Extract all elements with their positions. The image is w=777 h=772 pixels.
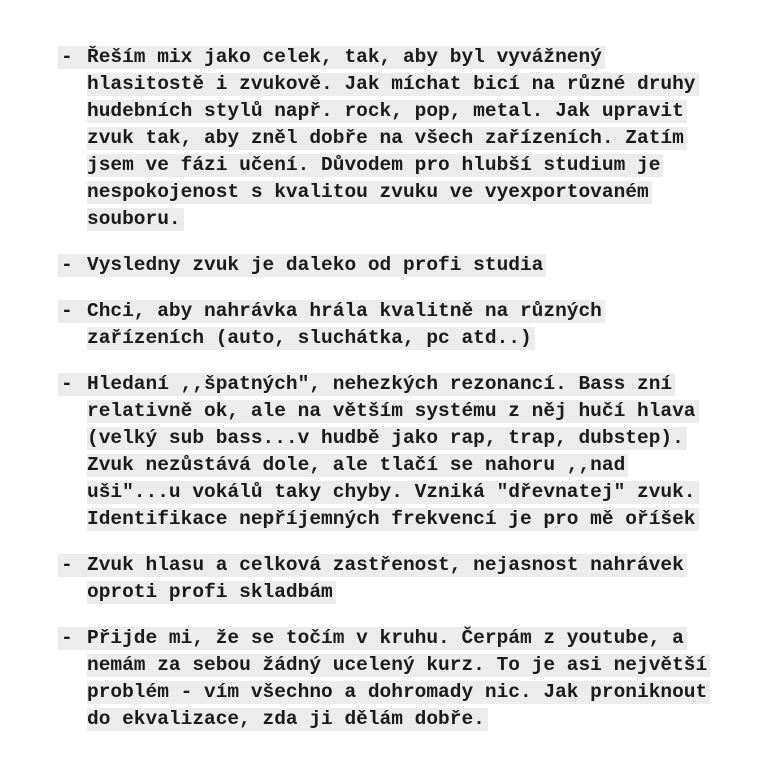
highlighted-text: (velký sub bass...v hudbě jako rap, trap, dubstep). bbox=[87, 427, 687, 450]
text-line bbox=[87, 252, 546, 279]
text-line bbox=[87, 325, 605, 352]
bullet-marker-glyph: - bbox=[58, 254, 87, 277]
highlighted-text: Zvuk hlasu a celková zastřenost, nejasnost nahrávek bbox=[87, 554, 687, 577]
bullet-marker bbox=[58, 552, 87, 579]
text-line bbox=[87, 152, 699, 179]
highlighted-text: Identifikace nepříjemných frekvencí je pro mě oříšek bbox=[87, 508, 699, 531]
highlighted-text: Chci, aby nahrávka hrála kvalitně na různých bbox=[87, 300, 605, 323]
highlighted-text: hudebních stylů např. rock, pop, metal. Jak upravit bbox=[87, 100, 687, 123]
bullet-item bbox=[58, 298, 767, 352]
text-line bbox=[87, 506, 699, 533]
bullet-marker bbox=[58, 371, 87, 398]
highlighted-text: souboru. bbox=[87, 208, 184, 231]
bullet-item bbox=[58, 371, 767, 533]
highlighted-text: Řeším mix jako celek, tak, aby byl vyvážnený bbox=[87, 46, 605, 69]
highlighted-text: nespokojenost s kvalitou zvuku ve vyexportovaném bbox=[87, 181, 652, 204]
text-line bbox=[87, 71, 699, 98]
highlighted-text: relativně ok, ale na větším systému z něj hučí hlava bbox=[87, 400, 699, 423]
text-line bbox=[87, 179, 699, 206]
text-line bbox=[87, 398, 699, 425]
bullet-marker-glyph: - bbox=[58, 300, 87, 323]
highlighted-text: problém - vím všechno a dohromady nic. Jak proniknout bbox=[87, 681, 710, 704]
bullet-marker bbox=[58, 44, 87, 71]
bullet-text bbox=[87, 44, 699, 233]
bullet-text bbox=[87, 625, 710, 733]
highlighted-text: Přijde mi, že se točím v kruhu. Čerpám z youtube, a bbox=[87, 627, 687, 650]
bullet-marker-glyph: - bbox=[58, 46, 87, 69]
text-line bbox=[87, 452, 699, 479]
highlighted-text: jsem ve fázi učení. Důvodem pro hlubší studium je bbox=[87, 154, 663, 177]
highlighted-text: Vysledny zvuk je daleko od profi studia bbox=[87, 254, 546, 277]
bullet-marker bbox=[58, 298, 87, 325]
text-line bbox=[87, 579, 687, 606]
text-line bbox=[87, 371, 699, 398]
bullet-marker-glyph: - bbox=[58, 627, 87, 650]
text-line bbox=[87, 425, 699, 452]
bullet-item bbox=[58, 552, 767, 606]
highlighted-text: Zvuk nezůstává dole, ale tlačí se nahoru ,,nad bbox=[87, 454, 628, 477]
text-line bbox=[87, 125, 699, 152]
text-line bbox=[87, 206, 699, 233]
bullet-text bbox=[87, 371, 699, 533]
bullet-item bbox=[58, 252, 767, 279]
text-line bbox=[87, 98, 699, 125]
bullet-text bbox=[87, 552, 687, 606]
bullet-marker bbox=[58, 252, 87, 279]
bullet-marker-glyph: - bbox=[58, 373, 87, 396]
bullet-marker bbox=[58, 625, 87, 652]
bullet-text bbox=[87, 252, 546, 279]
highlighted-text: do ekvalizace, zda ji dělám dobře. bbox=[87, 708, 488, 731]
bullet-marker-glyph: - bbox=[58, 554, 87, 577]
bullet-item bbox=[58, 44, 767, 233]
text-line bbox=[87, 44, 699, 71]
highlighted-text: zařízeních (auto, sluchátka, pc atd..) bbox=[87, 327, 535, 350]
text-line bbox=[87, 552, 687, 579]
highlighted-text: uši"...u vokálů taky chyby. Vzniká "dřevnatej" zvuk. bbox=[87, 481, 699, 504]
text-line bbox=[87, 625, 710, 652]
highlighted-text: zvuk tak, aby zněl dobře na všech zařízeních. Zatím bbox=[87, 127, 687, 150]
highlighted-text: Hledaní ,,špatných", nehezkých rezonancí. Bass zní bbox=[87, 373, 675, 396]
highlighted-text: hlasitostě i zvukově. Jak míchat bicí na různé druhy bbox=[87, 73, 699, 96]
text-line bbox=[87, 706, 710, 733]
text-line bbox=[87, 298, 605, 325]
bullet-text bbox=[87, 298, 605, 352]
text-line bbox=[87, 679, 710, 706]
bullet-item bbox=[58, 625, 767, 733]
text-line bbox=[87, 652, 710, 679]
highlighted-text: nemám za sebou žádný ucelený kurz. To je asi největší bbox=[87, 654, 710, 677]
highlighted-text: oproti profi skladbám bbox=[87, 581, 336, 604]
text-line bbox=[87, 479, 699, 506]
